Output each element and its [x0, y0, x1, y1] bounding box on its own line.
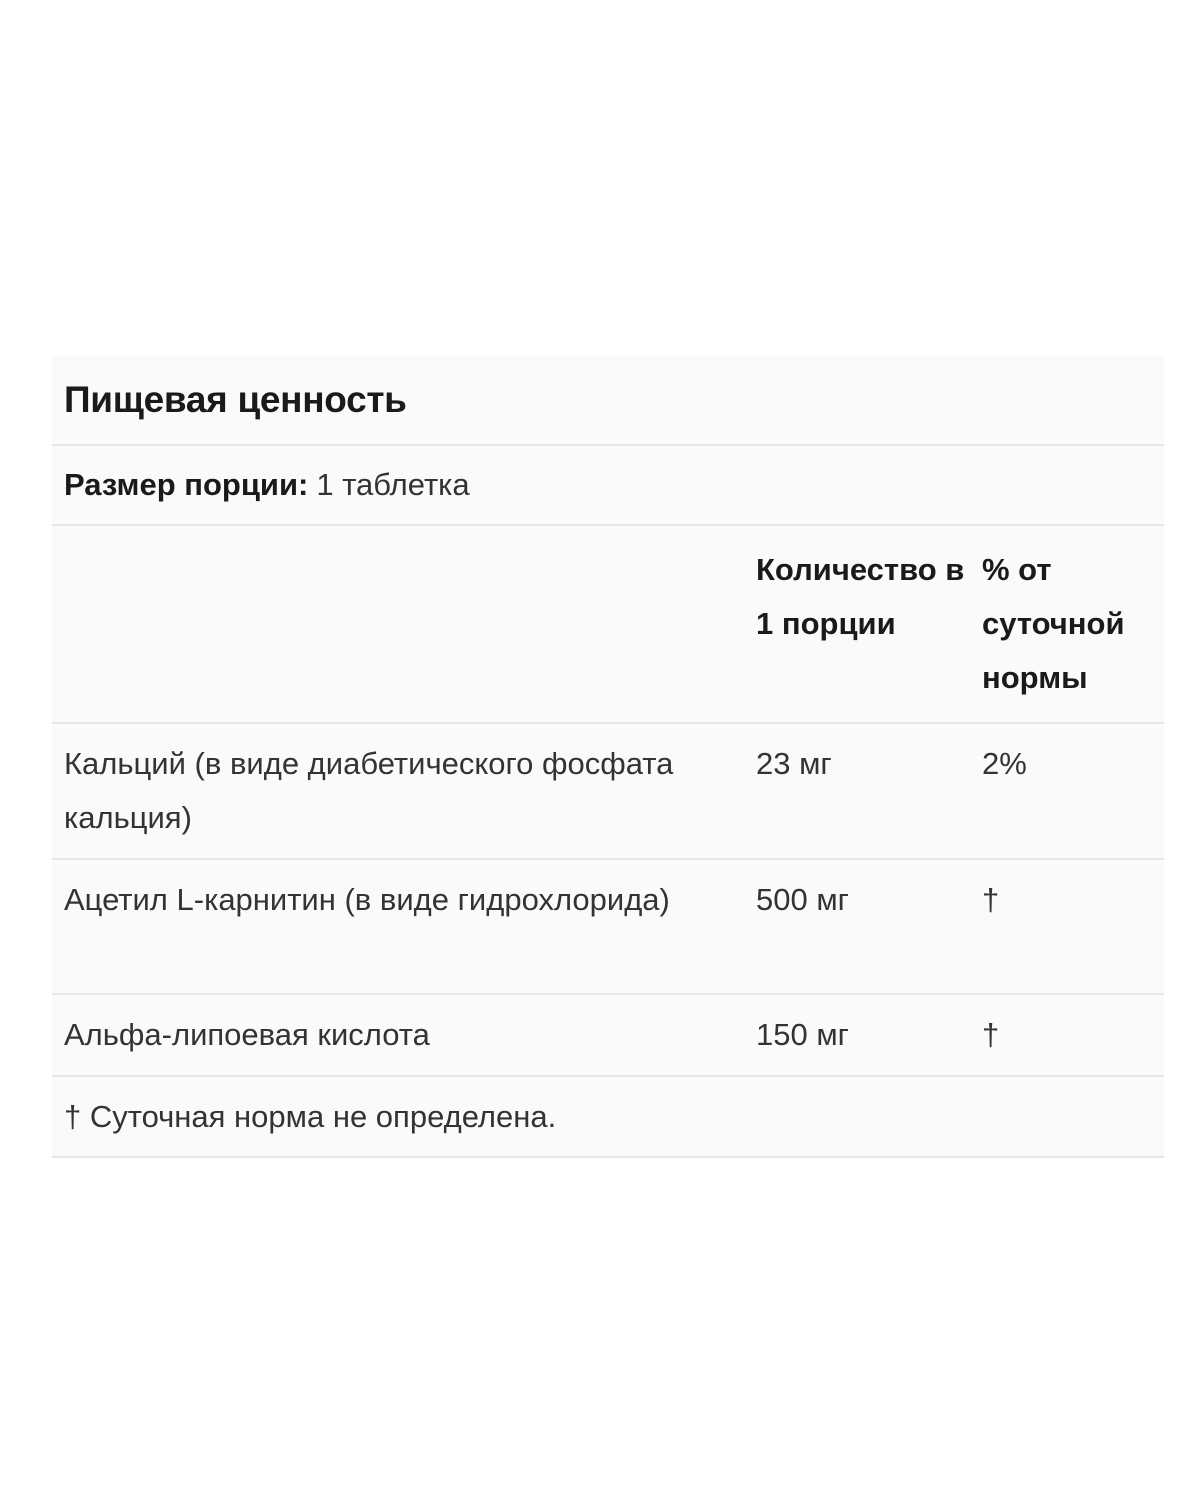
serving-size-label: Размер порции:: [64, 467, 309, 502]
table-row: [52, 723, 1164, 859]
nutrition-table: [52, 526, 1164, 1077]
table-header-row: [52, 526, 1164, 723]
header-amount-per-serving: Количество в 1 порции: [744, 526, 978, 723]
table-row: [52, 994, 1164, 1076]
header-daily-value: % от суточной нормы: [978, 526, 1164, 723]
serving-size-value: 1 таблетка: [316, 467, 470, 502]
footnote: † Суточная норма не определена.: [52, 1077, 1164, 1158]
table-row: [52, 859, 1164, 994]
serving-size-row: [52, 446, 1164, 526]
nutrient-amount: 500 мг: [744, 859, 978, 994]
panel-title: Пищевая ценность: [64, 379, 407, 420]
title-row: [52, 356, 1164, 446]
nutrient-name: Ацетил L-карнитин (в виде гидрохлорида): [52, 859, 744, 994]
nutrient-amount: 23 мг: [744, 723, 978, 859]
nutrient-daily-value: †: [978, 994, 1164, 1076]
nutrient-name: Кальций (в виде диабетического фосфата кальция): [52, 723, 744, 859]
nutrient-name: Альфа-липоевая кислота: [52, 994, 744, 1076]
nutrition-facts-panel: [52, 356, 1164, 1158]
nutrient-daily-value: 2%: [978, 723, 1164, 859]
nutrient-daily-value: †: [978, 859, 1164, 994]
nutrient-amount: 150 мг: [744, 994, 978, 1076]
header-nutrient: [52, 526, 744, 723]
